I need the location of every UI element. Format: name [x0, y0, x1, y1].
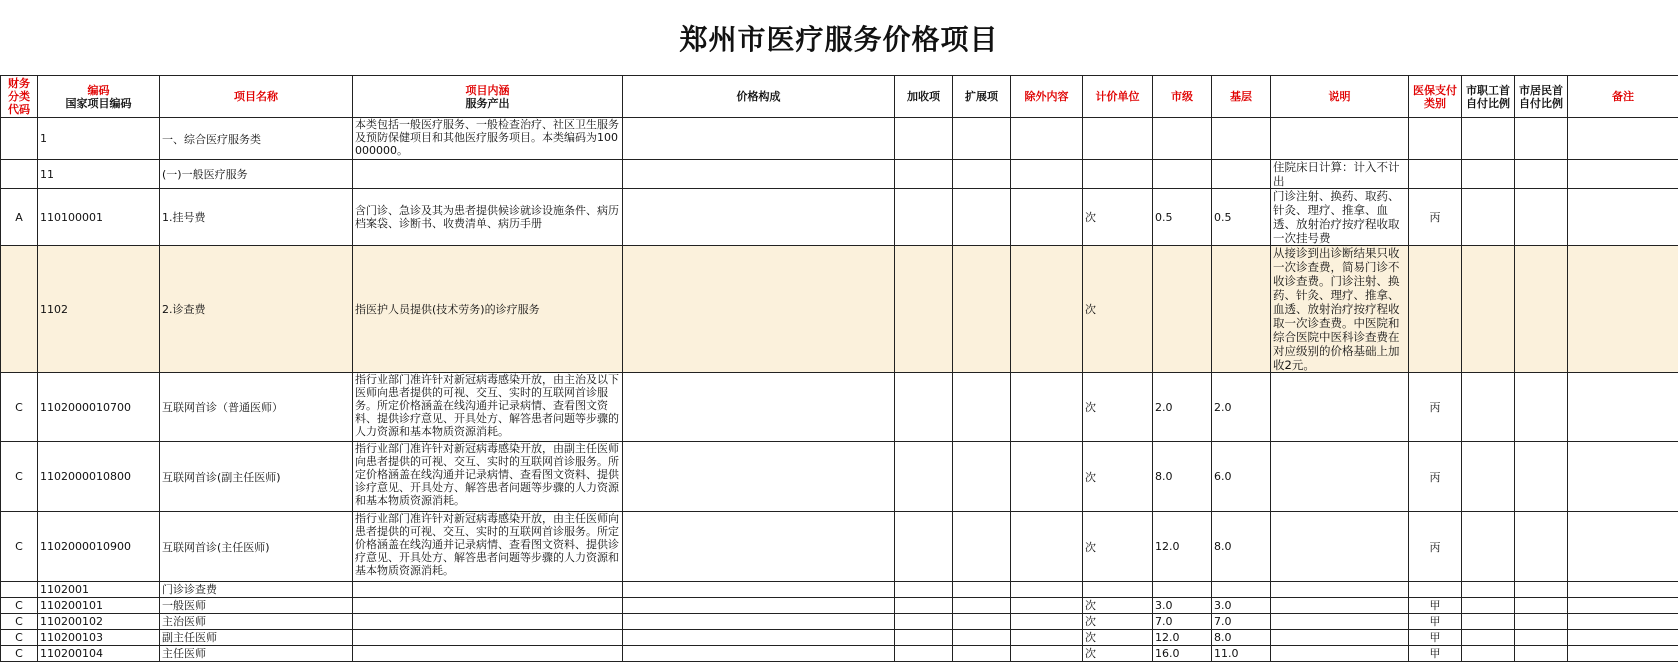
cell-note [1271, 582, 1409, 598]
cell-resident-ratio [1515, 582, 1568, 598]
cell-worker-ratio [1462, 512, 1515, 582]
cell-price-comp [623, 118, 895, 160]
cell-fin: C [1, 598, 38, 614]
cell-price-comp [623, 582, 895, 598]
cell-resident-ratio [1515, 598, 1568, 614]
cell-unit: 次 [1083, 598, 1153, 614]
cell-name: (一)一般医疗服务 [160, 160, 353, 189]
cell-worker-ratio [1462, 160, 1515, 189]
cell-city [1153, 160, 1212, 189]
table-row [1, 598, 1678, 614]
cell-resident-ratio [1515, 189, 1568, 246]
cell-fin [1, 582, 38, 598]
cell-price-comp [623, 614, 895, 630]
cell-note [1271, 614, 1409, 630]
cell-add [895, 442, 953, 512]
header-code [38, 76, 160, 118]
cell-price-comp [623, 442, 895, 512]
table-row [1, 614, 1678, 630]
cell-fin: C [1, 512, 38, 582]
header-excluded: 除外内容 [1011, 76, 1083, 118]
cell-worker-ratio [1462, 646, 1515, 662]
cell-fin: C [1, 614, 38, 630]
cell-code: 1102001 [38, 582, 160, 598]
cell-note: 住院床日计算：计入不计出 [1271, 160, 1409, 189]
cell-ext [953, 646, 1011, 662]
cell-remark [1568, 582, 1678, 598]
cell-insurance [1409, 118, 1462, 160]
cell-name: 门诊诊查费 [160, 582, 353, 598]
cell-note [1271, 118, 1409, 160]
header-content-bottom: 服务产出 [465, 96, 510, 110]
cell-ext [953, 582, 1011, 598]
cell-worker-ratio [1462, 246, 1515, 373]
cell-resident-ratio [1515, 614, 1568, 630]
cell-price-comp [623, 646, 895, 662]
cell-city: 8.0 [1153, 442, 1212, 512]
cell-name: 一般医师 [160, 598, 353, 614]
table-row [1, 582, 1678, 598]
cell-content: 指行业部门准许针对新冠病毒感染开放，由副主任医师向患者提供的可视、交互、实时的互联网首诊服务。所定价格涵盖在线沟通并记录病情、查看图文资料、提供诊疗意见、开具处方、解答患者问题等步骤的人力资源和基本物质资源消耗。 [353, 442, 623, 512]
cell-unit: 次 [1083, 246, 1153, 373]
cell-city [1153, 118, 1212, 160]
header-content-top: 项目内涵 [465, 83, 510, 97]
header-city: 市级 [1153, 76, 1212, 118]
cell-price-comp [623, 630, 895, 646]
table-row [1, 246, 1678, 373]
cell-code: 1102000010900 [38, 512, 160, 582]
cell-add [895, 373, 953, 442]
cell-resident-ratio [1515, 442, 1568, 512]
cell-city: 16.0 [1153, 646, 1212, 662]
cell-unit [1083, 160, 1153, 189]
cell-worker-ratio [1462, 614, 1515, 630]
cell-insurance: 丙 [1409, 189, 1462, 246]
cell-code: 110200103 [38, 630, 160, 646]
cell-insurance [1409, 246, 1462, 373]
cell-unit [1083, 582, 1153, 598]
cell-code: 110200104 [38, 646, 160, 662]
cell-city [1153, 246, 1212, 373]
cell-price-comp [623, 246, 895, 373]
cell-note: 门诊注射、换药、取药、针灸、理疗、推拿、血透、放射治疗按疗程收取一次挂号费 [1271, 189, 1409, 246]
cell-add [895, 614, 953, 630]
cell-base [1212, 118, 1271, 160]
cell-resident-ratio [1515, 118, 1568, 160]
cell-ext [953, 442, 1011, 512]
cell-remark [1568, 646, 1678, 662]
cell-unit: 次 [1083, 189, 1153, 246]
cell-content [353, 630, 623, 646]
cell-note: 从接诊到出诊断结果只收一次诊查费，简易门诊不收诊查费。门诊注射、换药、针灸、理疗、推拿、血透、放射治疗按疗程收取一次诊查费。中医院和综合医院中医科诊查费在对应级别的价格基础上加收2元。 [1271, 246, 1409, 373]
cell-excluded [1011, 614, 1083, 630]
cell-city [1153, 582, 1212, 598]
cell-city: 3.0 [1153, 598, 1212, 614]
cell-ext [953, 189, 1011, 246]
cell-resident-ratio [1515, 246, 1568, 373]
cell-price-comp [623, 160, 895, 189]
cell-base [1212, 246, 1271, 373]
table-row [1, 442, 1678, 512]
cell-remark [1568, 442, 1678, 512]
cell-code: 110200101 [38, 598, 160, 614]
cell-name: 互联网首诊(副主任医师) [160, 442, 353, 512]
cell-insurance: 甲 [1409, 614, 1462, 630]
cell-ext [953, 160, 1011, 189]
cell-content [353, 646, 623, 662]
cell-worker-ratio [1462, 118, 1515, 160]
cell-worker-ratio [1462, 189, 1515, 246]
table-row [1, 646, 1678, 662]
cell-insurance: 丙 [1409, 512, 1462, 582]
cell-name: 副主任医师 [160, 630, 353, 646]
cell-content: 含门诊、急诊及其为患者提供候诊就诊设施条件、病历档案袋、诊断书、收费清单、病历手册 [353, 189, 623, 246]
cell-base: 6.0 [1212, 442, 1271, 512]
header-row [1, 76, 1678, 118]
cell-note [1271, 646, 1409, 662]
cell-resident-ratio [1515, 160, 1568, 189]
cell-ext [953, 512, 1011, 582]
cell-add [895, 598, 953, 614]
cell-worker-ratio [1462, 582, 1515, 598]
cell-excluded [1011, 582, 1083, 598]
cell-name: 主任医师 [160, 646, 353, 662]
cell-fin [1, 160, 38, 189]
cell-fin: C [1, 630, 38, 646]
cell-excluded [1011, 598, 1083, 614]
cell-base: 8.0 [1212, 512, 1271, 582]
cell-code: 110200102 [38, 614, 160, 630]
header-code-top: 编码 [87, 83, 110, 97]
cell-note [1271, 512, 1409, 582]
cell-ext [953, 118, 1011, 160]
cell-unit: 次 [1083, 646, 1153, 662]
header-content [353, 76, 623, 118]
cell-ext [953, 630, 1011, 646]
cell-name: 互联网首诊(主任医师) [160, 512, 353, 582]
cell-excluded [1011, 512, 1083, 582]
cell-remark [1568, 160, 1678, 189]
header-price-comp: 价格构成 [623, 76, 895, 118]
cell-content: 指医护人员提供(技术劳务)的诊疗服务 [353, 246, 623, 373]
cell-name: 2.诊查费 [160, 246, 353, 373]
cell-code: 1 [38, 118, 160, 160]
cell-insurance: 甲 [1409, 598, 1462, 614]
table-row [1, 512, 1678, 582]
cell-insurance: 丙 [1409, 373, 1462, 442]
header-code-bottom: 国家项目编码 [65, 96, 132, 110]
cell-worker-ratio [1462, 630, 1515, 646]
header-unit: 计价单位 [1083, 76, 1153, 118]
cell-resident-ratio [1515, 630, 1568, 646]
cell-base: 0.5 [1212, 189, 1271, 246]
cell-code: 1102000010800 [38, 442, 160, 512]
cell-insurance: 甲 [1409, 630, 1462, 646]
cell-code: 11 [38, 160, 160, 189]
cell-base [1212, 582, 1271, 598]
cell-name: 互联网首诊（普通医师） [160, 373, 353, 442]
cell-base [1212, 160, 1271, 189]
cell-base: 11.0 [1212, 646, 1271, 662]
cell-city: 0.5 [1153, 189, 1212, 246]
table-row [1, 630, 1678, 646]
cell-content [353, 598, 623, 614]
cell-content [353, 614, 623, 630]
cell-add [895, 189, 953, 246]
cell-worker-ratio [1462, 442, 1515, 512]
cell-insurance: 丙 [1409, 442, 1462, 512]
cell-remark [1568, 512, 1678, 582]
header-note: 说明 [1271, 76, 1409, 118]
cell-remark [1568, 189, 1678, 246]
table-row [1, 373, 1678, 442]
header-worker-ratio: 市职工首自付比例 [1462, 76, 1515, 118]
cell-add [895, 246, 953, 373]
cell-base: 2.0 [1212, 373, 1271, 442]
cell-code: 1102000010700 [38, 373, 160, 442]
cell-city: 2.0 [1153, 373, 1212, 442]
cell-insurance [1409, 160, 1462, 189]
cell-resident-ratio [1515, 373, 1568, 442]
cell-resident-ratio [1515, 646, 1568, 662]
cell-code: 1102 [38, 246, 160, 373]
cell-add [895, 630, 953, 646]
cell-excluded [1011, 189, 1083, 246]
cell-remark [1568, 246, 1678, 373]
cell-unit: 次 [1083, 442, 1153, 512]
cell-ext [953, 246, 1011, 373]
cell-unit: 次 [1083, 512, 1153, 582]
cell-code: 110100001 [38, 189, 160, 246]
cell-name: 1.挂号费 [160, 189, 353, 246]
cell-worker-ratio [1462, 373, 1515, 442]
cell-note [1271, 598, 1409, 614]
cell-ext [953, 614, 1011, 630]
cell-price-comp [623, 598, 895, 614]
cell-ext [953, 373, 1011, 442]
title-area [0, 0, 1678, 75]
page-title: 郑州市医疗服务价格项目 [679, 23, 999, 56]
cell-insurance [1409, 582, 1462, 598]
cell-price-comp [623, 512, 895, 582]
cell-remark [1568, 598, 1678, 614]
cell-unit: 次 [1083, 630, 1153, 646]
cell-excluded [1011, 160, 1083, 189]
cell-name: 一、综合医疗服务类 [160, 118, 353, 160]
cell-add [895, 512, 953, 582]
cell-city: 12.0 [1153, 512, 1212, 582]
cell-unit [1083, 118, 1153, 160]
cell-unit: 次 [1083, 373, 1153, 442]
table-row [1, 189, 1678, 246]
cell-fin [1, 118, 38, 160]
cell-add [895, 160, 953, 189]
cell-price-comp [623, 189, 895, 246]
cell-remark [1568, 373, 1678, 442]
cell-excluded [1011, 246, 1083, 373]
cell-base: 7.0 [1212, 614, 1271, 630]
header-remark: 备注 [1568, 76, 1678, 118]
cell-fin [1, 246, 38, 373]
header-base: 基层 [1212, 76, 1271, 118]
cell-content: 指行业部门准许针对新冠病毒感染开放，由主任医师向患者提供的可视、交互、实时的互联网首诊服务。所定价格涵盖在线沟通并记录病情、查看图文资料、提供诊疗意见、开具处方、解答患者问题等步骤的人力资源和基本物质资源消耗。 [353, 512, 623, 582]
header-insurance: 医保支付类别 [1409, 76, 1462, 118]
cell-content: 本类包括一般医疗服务、一般检查治疗、社区卫生服务及预防保健项目和其他医疗服务项目。本类编码为100000000。 [353, 118, 623, 160]
cell-note [1271, 373, 1409, 442]
cell-city: 12.0 [1153, 630, 1212, 646]
cell-add [895, 118, 953, 160]
header-name: 项目名称 [160, 76, 353, 118]
price-table [0, 75, 1678, 662]
header-add-item: 加收项 [895, 76, 953, 118]
cell-excluded [1011, 373, 1083, 442]
cell-content [353, 582, 623, 598]
cell-unit: 次 [1083, 614, 1153, 630]
cell-content [353, 160, 623, 189]
cell-fin: C [1, 442, 38, 512]
cell-remark [1568, 630, 1678, 646]
cell-fin: C [1, 646, 38, 662]
cell-content: 指行业部门准许针对新冠病毒感染开放，由主治及以下医师向患者提供的可视、交互、实时的互联网首诊服务。所定价格涵盖在线沟通并记录病情、查看图文资料、提供诊疗意见、开具处方、解答患者问题等步骤的人力资源和基本物质资源消耗。 [353, 373, 623, 442]
cell-excluded [1011, 646, 1083, 662]
header-fin-code: 财务分类代码 [1, 76, 38, 118]
cell-fin: A [1, 189, 38, 246]
cell-note [1271, 442, 1409, 512]
cell-base: 3.0 [1212, 598, 1271, 614]
cell-ext [953, 598, 1011, 614]
cell-price-comp [623, 373, 895, 442]
cell-insurance: 甲 [1409, 646, 1462, 662]
cell-add [895, 646, 953, 662]
cell-add [895, 582, 953, 598]
cell-excluded [1011, 630, 1083, 646]
cell-base: 8.0 [1212, 630, 1271, 646]
cell-resident-ratio [1515, 512, 1568, 582]
cell-excluded [1011, 442, 1083, 512]
cell-excluded [1011, 118, 1083, 160]
header-ext-item: 扩展项 [953, 76, 1011, 118]
cell-remark [1568, 118, 1678, 160]
table-row [1, 160, 1678, 189]
table-row [1, 118, 1678, 160]
cell-name: 主治医师 [160, 614, 353, 630]
cell-worker-ratio [1462, 598, 1515, 614]
header-resident-ratio: 市居民首自付比例 [1515, 76, 1568, 118]
cell-note [1271, 630, 1409, 646]
cell-city: 7.0 [1153, 614, 1212, 630]
cell-fin: C [1, 373, 38, 442]
cell-remark [1568, 614, 1678, 630]
